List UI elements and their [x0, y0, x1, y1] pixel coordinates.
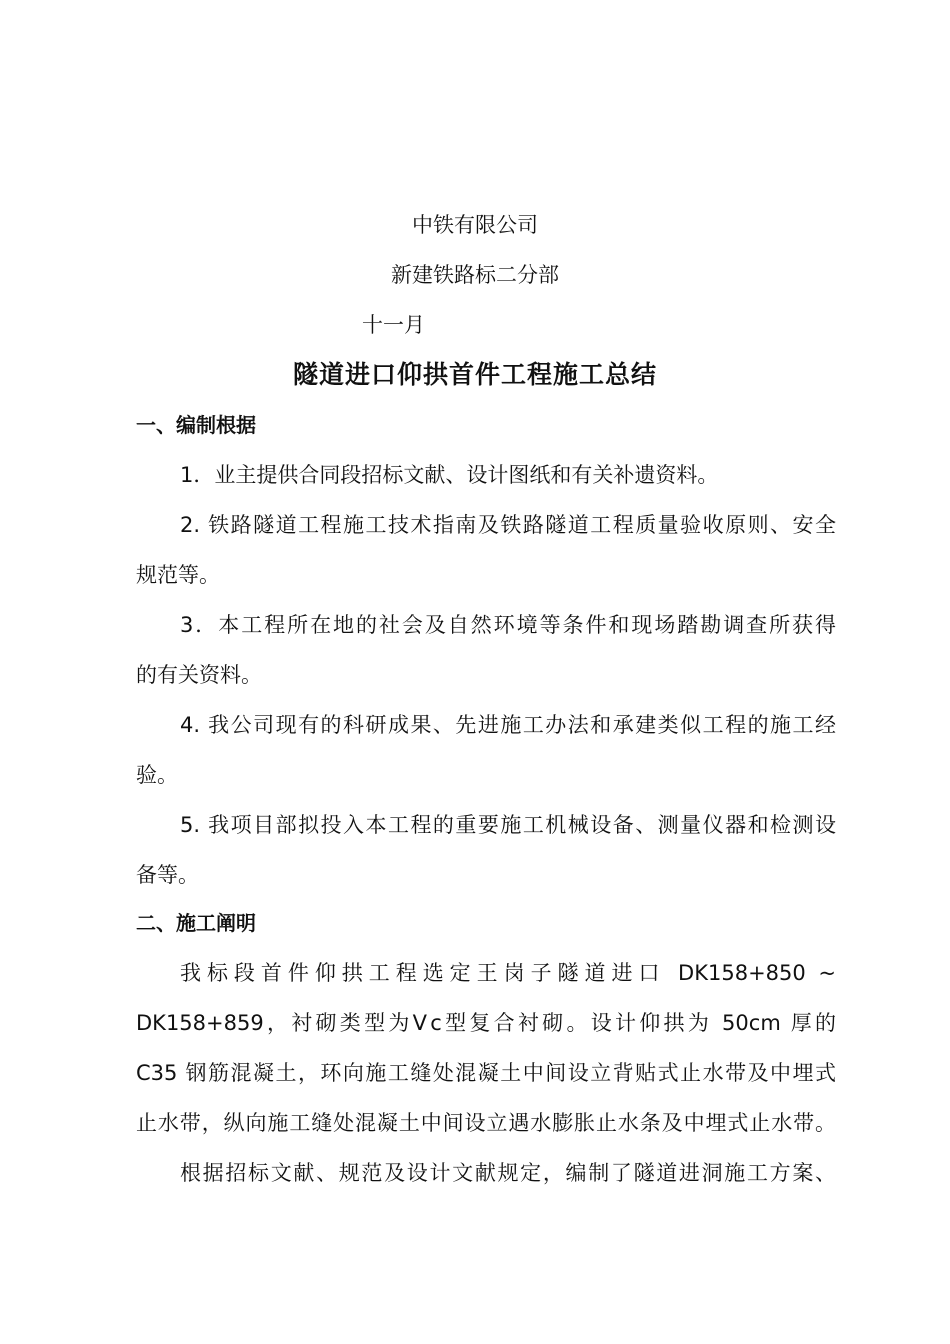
- section-heading-description: 二、施工阐明: [136, 911, 256, 935]
- basis-item-3-line-2: 的有关资料。: [136, 663, 262, 687]
- basis-item-2-line-1: 2. 铁路隧道工程施工技术指南及铁路隧道工程质量验收原则、安全: [180, 513, 836, 537]
- basis-item-5-line-1: 5. 我项目部拟投入本工程的重要施工机械设备、测量仪器和检测设: [180, 813, 836, 837]
- description-para-1-line-4: 止水带，纵向施工缝处混凝土中间设立遇水膨胀止水条及中埋式止水带。: [136, 1111, 836, 1135]
- document-title: 隧道进口仰拱首件工程施工总结: [292, 360, 657, 389]
- department-name: 新建铁路标二分部: [391, 263, 559, 287]
- section-heading-basis: 一、编制根据: [136, 413, 256, 437]
- basis-item-2-line-2: 规范等。: [136, 563, 220, 587]
- basis-item-3-line-1: 3．本工程所在地的社会及自然环境等条件和现场踏勘调查所获得: [180, 613, 836, 637]
- document-month: 十一月: [362, 313, 425, 337]
- basis-item-5-line-2: 备等。: [136, 863, 199, 887]
- basis-item-1-line-1: 1．业主提供合同段招标文献、设计图纸和有关补遗资料。: [180, 463, 719, 487]
- description-para-1-line-3: C35 钢筋混凝土，环向施工缝处混凝土中间设立背贴式止水带及中埋式: [136, 1061, 836, 1085]
- description-para-1-line-1: 我标段首件仰拱工程选定王岗子隧道进口 DK158+850 ~: [180, 961, 836, 985]
- description-para-1-line-2: DK158+859，衬砌类型为Ⅴc型复合衬砌。设计仰拱为 50cm 厚的: [136, 1011, 836, 1035]
- basis-item-4-line-2: 验。: [136, 763, 178, 787]
- basis-item-4-line-1: 4. 我公司现有的科研成果、先进施工办法和承建类似工程的施工经: [180, 713, 836, 737]
- company-name: 中铁有限公司: [412, 213, 538, 237]
- description-para-2-line-1: 根据招标文献、规范及设计文献规定，编制了隧道进洞施工方案、: [180, 1161, 836, 1185]
